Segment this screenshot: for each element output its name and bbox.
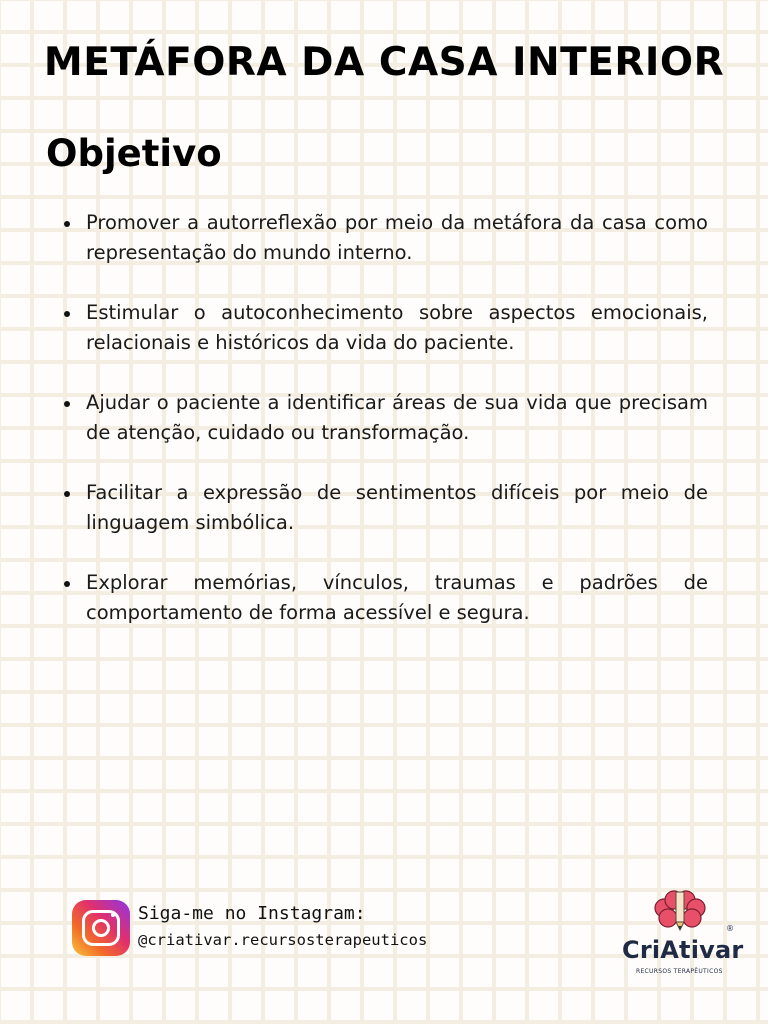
objective-item	[60, 208, 708, 268]
objective-item	[60, 388, 708, 448]
bullet-icon	[64, 221, 70, 227]
objective-text: Ajudar o paciente a identificar áreas de sua vida que precisam de atenção, cuidado ou transformação.	[86, 391, 708, 444]
logo-tagline: RECURSOS TERAPÊUTICOS	[636, 968, 723, 975]
instagram-icon[interactable]	[72, 900, 130, 956]
instagram-link[interactable]	[72, 900, 132, 956]
objective-item	[60, 568, 708, 628]
objective-text: Explorar memórias, vínculos, traumas e padrões de comportamento de forma acessível e segura.	[86, 571, 708, 624]
bullet-icon	[64, 311, 70, 317]
objective-text: Estimular o autoconhecimento sobre aspectos emocionais, relacionais e históricos da vida do paciente.	[86, 301, 708, 354]
brand-logo	[612, 886, 742, 986]
objectives-list	[60, 208, 708, 658]
objective-item	[60, 478, 708, 538]
bullet-icon	[64, 401, 70, 407]
bullet-icon	[64, 491, 70, 497]
logo-name: CriAtivar	[622, 936, 744, 964]
registered-mark: ®	[726, 924, 734, 933]
objective-item	[60, 298, 708, 358]
section-heading: Objetivo	[46, 132, 222, 175]
objective-text: Promover a autorreflexão por meio da metáfora da casa como representação do mundo interno.	[86, 211, 708, 264]
follow-label: Siga-me no Instagram:	[138, 903, 366, 924]
instagram-handle[interactable]: @criativar.recursosterapeuticos	[138, 931, 428, 949]
brain-pencil-icon	[612, 886, 742, 936]
page-title: METÁFORA DA CASA INTERIOR	[43, 40, 725, 85]
objective-text: Facilitar a expressão de sentimentos difíceis por meio de linguagem simbólica.	[86, 481, 708, 534]
bullet-icon	[64, 581, 70, 587]
